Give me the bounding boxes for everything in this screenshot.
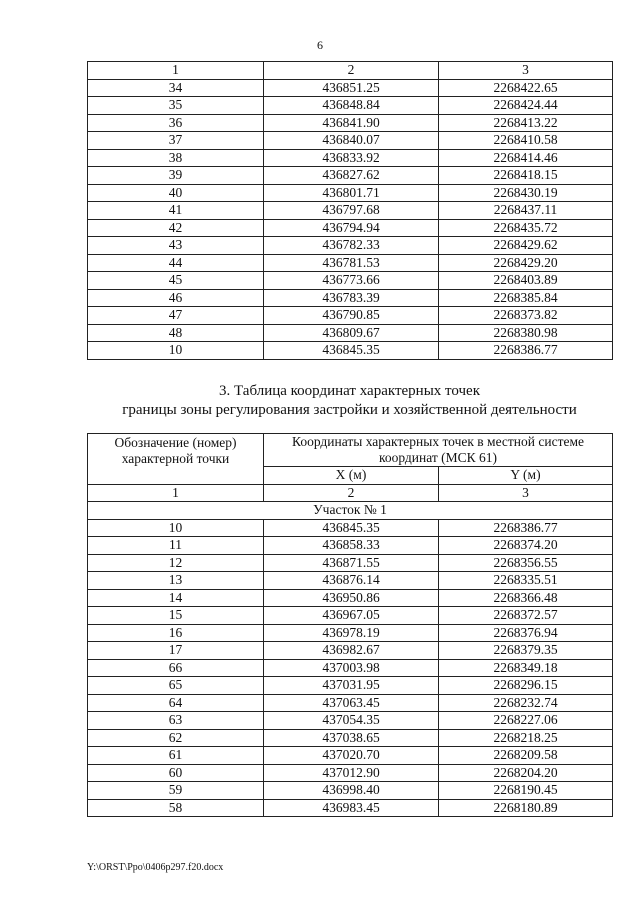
y-coordinate-cell: 2268429.62 [439,237,613,255]
zone-boundary-coordinates-table [87,433,613,817]
x-coordinate-cell: 436790.85 [264,307,439,325]
y-coordinate-cell: 2268385.84 [439,289,613,307]
y-coordinate-cell: 2268380.98 [439,324,613,342]
table-row [88,79,613,97]
table-row [88,729,613,747]
x-coordinate-cell: 436827.62 [264,167,439,185]
header-cell: 3 [439,62,613,80]
point-designation-header: Обозначение (номер) характерной точки [88,434,264,485]
y-coordinate-cell: 2268435.72 [439,219,613,237]
table-row [88,607,613,625]
point-number-cell: 34 [88,79,264,97]
point-number-cell: 64 [88,694,264,712]
y-coordinate-cell: 2268218.25 [439,729,613,747]
table-row [88,782,613,800]
point-number-cell: 41 [88,202,264,220]
table-row [88,114,613,132]
table-row [88,519,613,537]
x-coordinate-cell: 436983.45 [264,799,439,817]
x-coordinate-cell: 436797.68 [264,202,439,220]
y-coordinate-cell: 2268414.46 [439,149,613,167]
table-header-row [88,62,613,80]
y-coordinate-cell: 2268437.11 [439,202,613,220]
y-coordinate-cell: 2268430.19 [439,184,613,202]
table-row [88,747,613,765]
table-header-row [88,434,613,467]
point-number-cell: 45 [88,272,264,290]
table-row [88,342,613,360]
coordinates-table-continued [87,61,613,360]
point-number-cell: 61 [88,747,264,765]
y-coordinate-cell: 2268296.15 [439,677,613,695]
y-coordinate-cell: 2268227.06 [439,712,613,730]
coordinates-header: Координаты характерных точек в местной системе координат (МСК 61) [264,434,613,467]
point-number-cell: 14 [88,589,264,607]
y-coordinate-cell: 2268376.94 [439,624,613,642]
point-number-cell: 13 [88,572,264,590]
y-coordinate-cell: 2268180.89 [439,799,613,817]
x-coordinate-cell: 436809.67 [264,324,439,342]
table-row [88,694,613,712]
table-row [88,289,613,307]
y-coordinate-cell: 2268209.58 [439,747,613,765]
point-number-cell: 10 [88,519,264,537]
y-coordinate-cell: 2268366.48 [439,589,613,607]
section-row [88,502,613,520]
point-number-cell: 37 [88,132,264,150]
table-row [88,219,613,237]
section-label: Участок № 1 [88,502,613,520]
header-cell: 2 [264,62,439,80]
table-row [88,554,613,572]
y-coordinate-cell: 2268379.35 [439,642,613,660]
point-number-cell: 40 [88,184,264,202]
point-number-cell: 63 [88,712,264,730]
y-header: Y (м) [439,467,613,485]
y-coordinate-cell: 2268418.15 [439,167,613,185]
x-coordinate-cell: 436782.33 [264,237,439,255]
y-coordinate-cell: 2268429.20 [439,254,613,272]
table-row [88,659,613,677]
x-coordinate-cell: 436858.33 [264,537,439,555]
table-row [88,167,613,185]
x-coordinate-cell: 437031.95 [264,677,439,695]
column-number: 3 [439,484,613,502]
point-number-cell: 44 [88,254,264,272]
y-coordinate-cell: 2268422.65 [439,79,613,97]
y-coordinate-cell: 2268190.45 [439,782,613,800]
point-number-cell: 62 [88,729,264,747]
x-coordinate-cell: 436845.35 [264,342,439,360]
x-coordinate-cell: 436841.90 [264,114,439,132]
point-number-cell: 60 [88,764,264,782]
y-coordinate-cell: 2268374.20 [439,537,613,555]
y-coordinate-cell: 2268349.18 [439,659,613,677]
page-number: 6 [317,38,323,52]
point-number-cell: 17 [88,642,264,660]
point-number-cell: 65 [88,677,264,695]
y-coordinate-cell: 2268356.55 [439,554,613,572]
table-row [88,132,613,150]
x-coordinate-cell: 437054.35 [264,712,439,730]
y-coordinate-cell: 2268232.74 [439,694,613,712]
table-row [88,307,613,325]
x-coordinate-cell: 436773.66 [264,272,439,290]
x-coordinate-cell: 436851.25 [264,79,439,97]
file-path-footer: Y:\ORST\Ppo\0406p297.f20.docx [87,862,224,873]
table-row [88,237,613,255]
section-title-line1: 3. Таблица координат характерных точек [219,383,480,399]
point-number-cell: 66 [88,659,264,677]
table-row [88,324,613,342]
x-coordinate-cell: 437012.90 [264,764,439,782]
y-coordinate-cell: 2268413.22 [439,114,613,132]
x-coordinate-cell: 436998.40 [264,782,439,800]
point-number-cell: 15 [88,607,264,625]
table-row [88,537,613,555]
column-number: 2 [264,484,439,502]
table-row [88,184,613,202]
point-number-cell: 46 [88,289,264,307]
table-row [88,572,613,590]
table-row [88,589,613,607]
x-coordinate-cell: 436794.94 [264,219,439,237]
x-coordinate-cell: 436978.19 [264,624,439,642]
table-row [88,677,613,695]
y-coordinate-cell: 2268204.20 [439,764,613,782]
x-coordinate-cell: 436833.92 [264,149,439,167]
x-header: X (м) [264,467,439,485]
x-coordinate-cell: 436876.14 [264,572,439,590]
x-coordinate-cell: 436848.84 [264,97,439,115]
point-number-cell: 47 [88,307,264,325]
x-coordinate-cell: 436781.53 [264,254,439,272]
point-number-cell: 43 [88,237,264,255]
y-coordinate-cell: 2268386.77 [439,342,613,360]
table-row [88,97,613,115]
x-coordinate-cell: 437038.65 [264,729,439,747]
point-number-cell: 12 [88,554,264,572]
x-coordinate-cell: 436845.35 [264,519,439,537]
x-coordinate-cell: 437003.98 [264,659,439,677]
table-row [88,624,613,642]
point-number-cell: 59 [88,782,264,800]
table-row [88,764,613,782]
table-row [88,254,613,272]
point-number-cell: 35 [88,97,264,115]
x-coordinate-cell: 437020.70 [264,747,439,765]
y-coordinate-cell: 2268373.82 [439,307,613,325]
x-coordinate-cell: 436967.05 [264,607,439,625]
point-number-cell: 36 [88,114,264,132]
y-coordinate-cell: 2268386.77 [439,519,613,537]
y-coordinate-cell: 2268335.51 [439,572,613,590]
x-coordinate-cell: 436840.07 [264,132,439,150]
point-number-cell: 58 [88,799,264,817]
x-coordinate-cell: 436871.55 [264,554,439,572]
section-title-line2: границы зоны регулирования застройки и хозяйственной деятельности [122,402,577,418]
table-row [88,272,613,290]
table-row [88,202,613,220]
y-coordinate-cell: 2268410.58 [439,132,613,150]
table-row [88,712,613,730]
point-number-cell: 16 [88,624,264,642]
point-number-cell: 11 [88,537,264,555]
column-number: 1 [88,484,264,502]
table-row [88,799,613,817]
x-coordinate-cell: 436783.39 [264,289,439,307]
y-coordinate-cell: 2268403.89 [439,272,613,290]
x-coordinate-cell: 436801.71 [264,184,439,202]
point-number-cell: 48 [88,324,264,342]
table-row [88,149,613,167]
table-row [88,642,613,660]
x-coordinate-cell: 437063.45 [264,694,439,712]
point-number-cell: 10 [88,342,264,360]
x-coordinate-cell: 436950.86 [264,589,439,607]
point-number-cell: 38 [88,149,264,167]
point-number-cell: 42 [88,219,264,237]
header-cell: 1 [88,62,264,80]
point-number-cell: 39 [88,167,264,185]
y-coordinate-cell: 2268424.44 [439,97,613,115]
column-number-row [88,484,613,502]
x-coordinate-cell: 436982.67 [264,642,439,660]
y-coordinate-cell: 2268372.57 [439,607,613,625]
